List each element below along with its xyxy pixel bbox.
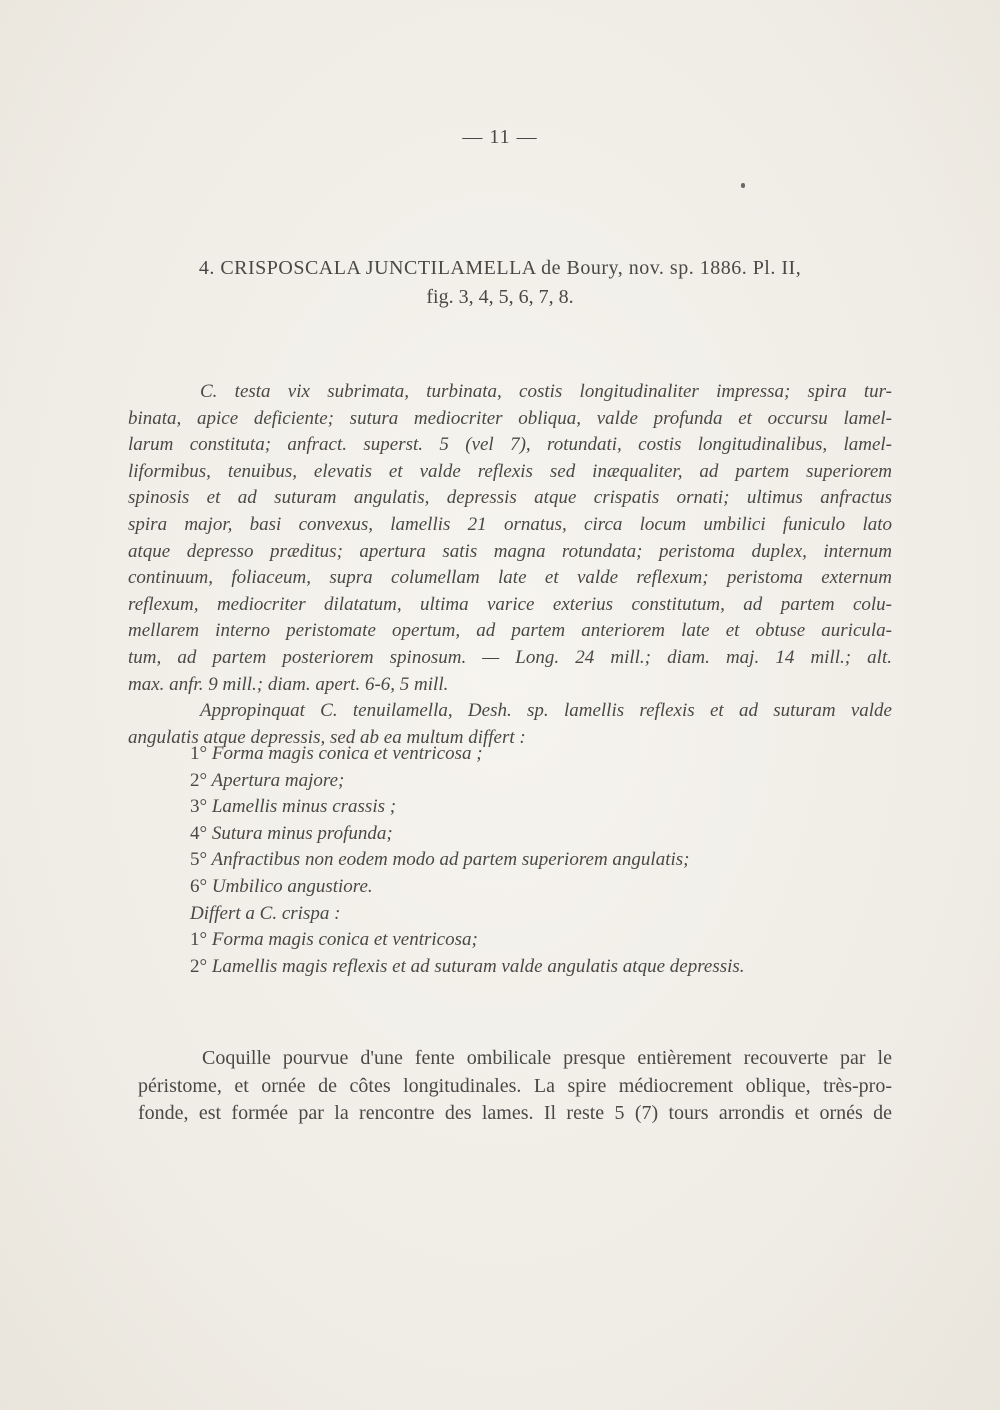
latin-line: larum constituta; anfract. superst. 5 (vel 7), rotundati, costis longitudinalibus, lamel- xyxy=(128,434,892,456)
latin-line: atque depresso præditus; apertura satis magna rotundata; peristoma duplex, internum xyxy=(128,540,892,562)
species-heading-line-2: fig. 3, 4, 5, 6, 7, 8. xyxy=(426,286,574,308)
latin-line: spira major, basi convexus, lamellis 21 ornatus, circa locum umbilici funiculo lato xyxy=(128,513,892,535)
list-item: 6° Umbilico angustiore. xyxy=(190,875,373,897)
latin-line: C. testa vix subrimata, turbinata, costis longitudinaliter impressa; spira tur- xyxy=(200,381,892,402)
french-description xyxy=(138,1045,892,1128)
latin-line: tum, ad partem posteriorem spinosum. — Long. 24 mill.; diam. maj. 14 mill.; alt. xyxy=(128,646,892,668)
latin-line: reflexum, mediocriter dilatatum, ultima varice exterius constitutum, ad partem colu- xyxy=(128,593,892,615)
page-number: — 11 — xyxy=(462,126,538,148)
french-line: péristome, et ornée de côtes longitudinales. La spire médiocrement oblique, très-pro- xyxy=(138,1074,892,1097)
latin-line: spinosis et ad suturam angulatis, depressis atque crispatis ornati; ultimus anfractus xyxy=(128,487,892,509)
latin-line: binata, apice deficiente; sutura mediocriter obliqua, valde profunda et occursu lamel- xyxy=(128,407,892,429)
list-item: 1° Forma magis conica et ventricosa; xyxy=(190,929,478,951)
list-item: 2° Lamellis magis reflexis et ad suturam valde angulatis atque depressis. xyxy=(190,955,745,977)
latin-description xyxy=(128,379,892,751)
differences-list xyxy=(190,741,890,980)
crispa-heading: Differt a C. crispa : xyxy=(190,902,341,924)
species-heading xyxy=(120,254,880,312)
comparison-line-1: Appropinquat C. tenuilamella, Desh. sp. lamellis reflexis et ad suturam valde xyxy=(200,700,892,722)
species-heading-line-1: 4. CRISPOSCALA JUNCTILAMELLA de Boury, nov. sp. 1886. Pl. II, xyxy=(198,257,802,279)
latin-line: liformibus, tenuibus, elevatis et valde reflexis sed inæqualiter, ad partem superiorem xyxy=(128,460,892,482)
french-line: Coquille pourvue d'une fente ombilicale presque entièrement recouverte par le xyxy=(202,1047,892,1069)
french-line: fonde, est formée par la rencontre des lames. Il reste 5 (7) tours arrondis et ornés de xyxy=(138,1102,892,1124)
latin-line: max. anfr. 9 mill.; diam. apert. 6-6, 5 mill. xyxy=(128,673,449,695)
list-item: 3° Lamellis minus crassis ; xyxy=(190,796,397,818)
list-item: 2° Apertura majore; xyxy=(190,769,345,791)
comparison-line-2: angulatis atque depressis, sed ab ea multum differt : xyxy=(128,726,526,748)
ink-speck xyxy=(741,183,745,188)
latin-line: continuum, foliaceum, supra columellam late et valde reflexum; peristoma externum xyxy=(128,567,892,589)
latin-line: mellarem interno peristomate opertum, ad partem anteriorem late et obtuse auricula- xyxy=(128,620,892,642)
list-item: 1° Forma magis conica et ventricosa ; xyxy=(190,743,483,764)
list-item: 4° Sutura minus profunda; xyxy=(190,822,393,844)
list-item: 5° Anfractibus non eodem modo ad partem superiorem angulatis; xyxy=(190,849,690,871)
